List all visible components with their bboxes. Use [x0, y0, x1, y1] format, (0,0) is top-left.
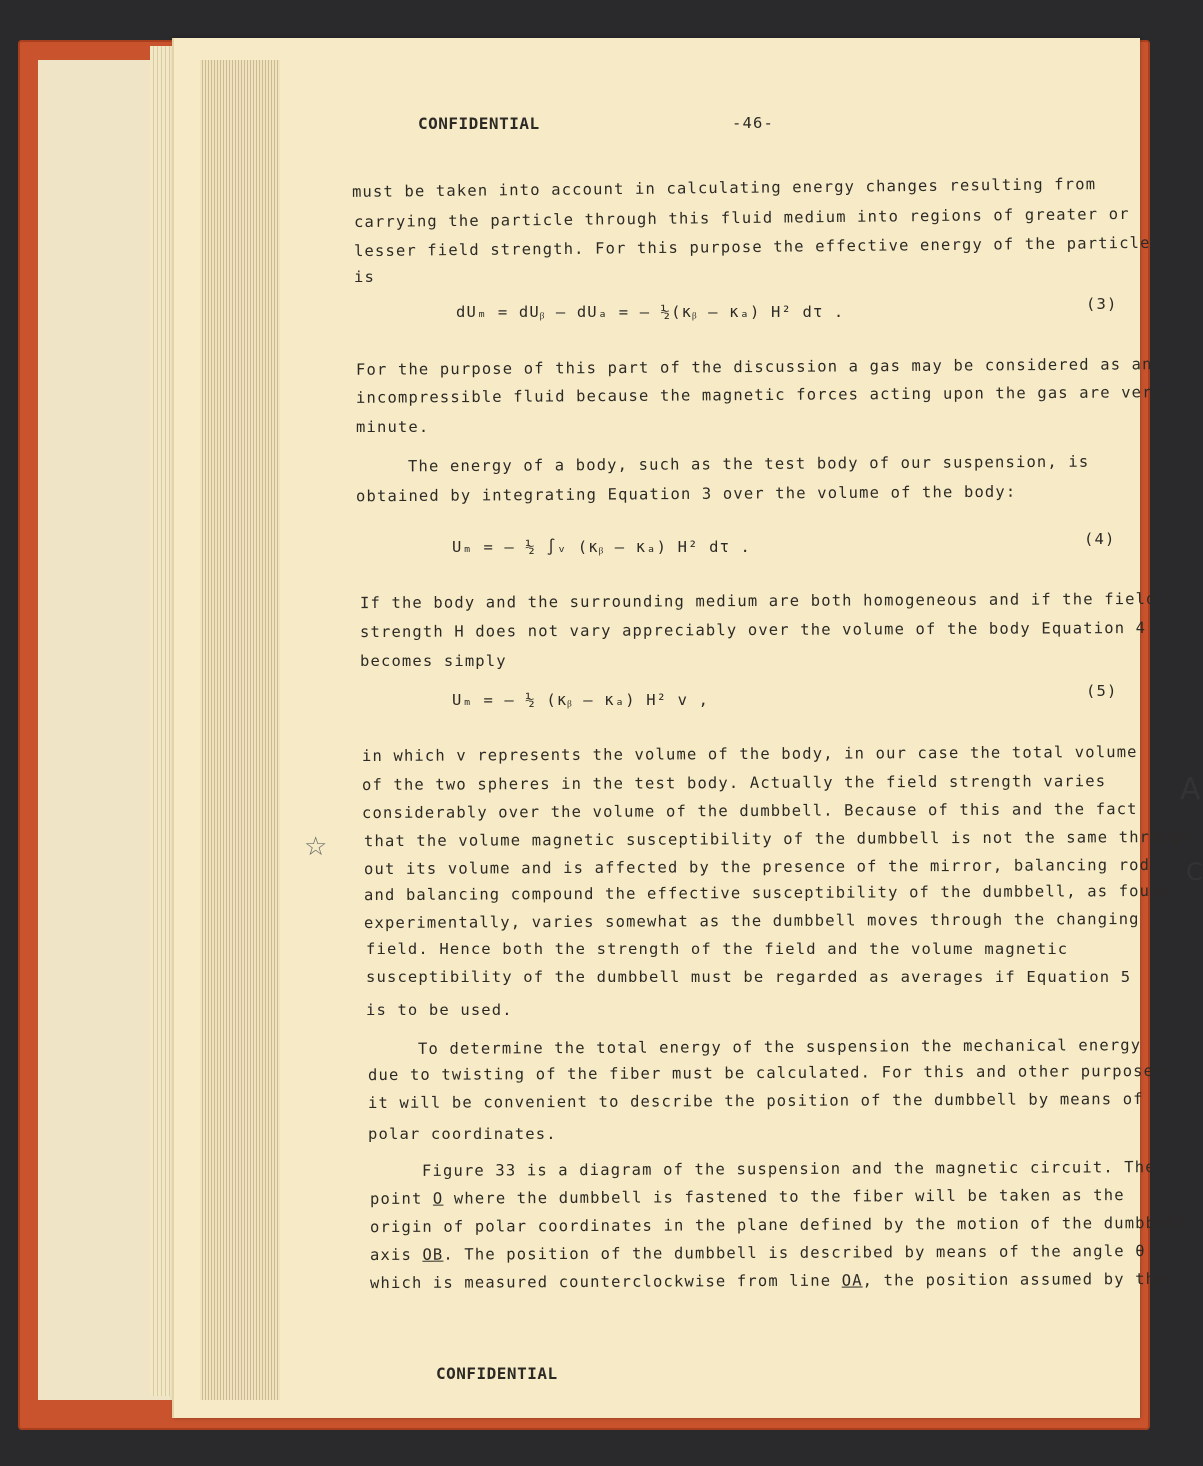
- text-line: susceptibility of the dumbbell must be regarded as averages if Equation 5: [366, 968, 1132, 986]
- text-line: For the purpose of this part of the discussion a gas may be considered as an: [355, 355, 1153, 379]
- text-line: If the body and the surrounding medium are both homogeneous and if the field: [359, 589, 1157, 613]
- text-line: experimentally, varies somewhat as the dumbbell moves through the changing: [363, 909, 1140, 933]
- text-line: Figure 33 is a diagram of the suspension and the magnetic circuit. The: [421, 1158, 1156, 1180]
- text-line: obtained by integrating Equation 3 over the volume of the body:: [355, 482, 1017, 506]
- text-line: The energy of a body, such as the test body of our suspension, is: [407, 452, 1090, 476]
- page-stack-inner-edge: [200, 60, 280, 1400]
- page-number: -46-: [732, 114, 774, 132]
- header-confidential: CONFIDENTIAL: [418, 114, 540, 133]
- equation-5: Uₘ = – ½ (κᵦ – κₐ) H² v ,: [452, 691, 710, 709]
- text-line: due to twisting of the fiber must be calculated. For this and other purposes: [367, 1061, 1165, 1085]
- text-line: out its volume and is affected by the presence of the mirror, balancing rod,: [363, 855, 1161, 879]
- text-line: field. Hence both the strength of the field and the volume magnetic: [366, 940, 1069, 958]
- text-line: origin of polar coordinates in the plane defined by the motion of the dumbbell: [369, 1213, 1188, 1237]
- text-line: in which v represents the volume of the body, in our case the total volume: [361, 742, 1138, 766]
- text-line: it will be convenient to describe the position of the dumbbell by means of: [367, 1089, 1144, 1113]
- text-line: axis OB. The position of the dumbbell is described by means of the angle θ: [369, 1241, 1146, 1265]
- margin-letter-a: A: [1180, 772, 1201, 807]
- equation-3: dUₘ = dUᵦ – dUₐ = – ½(κᵦ – κₐ) H² dτ .: [456, 303, 845, 321]
- text-line: must be taken into account in calculating energy changes resulting from: [351, 175, 1097, 201]
- text-line: that the volume magnetic susceptibility of the dumbbell is not the same through-: [363, 827, 1203, 851]
- text-line: incompressible fluid because the magnetic forces acting upon the gas are very: [355, 383, 1164, 407]
- axis-ob-label: OB: [422, 1245, 444, 1264]
- text-line: considerably over the volume of the dumbbell. Because of this and the fact: [361, 799, 1138, 823]
- text-line: and balancing compound the effective susceptibility of the dumbbell, as found: [363, 881, 1172, 905]
- text-line: becomes simply: [360, 652, 507, 670]
- point-o-label: O: [432, 1189, 444, 1208]
- text-line: point O where the dumbbell is fastened to the fiber will be taken as the: [369, 1186, 1125, 1208]
- text-line: which is measured counterclockwise from line OA, the position assumed by the: [369, 1269, 1167, 1293]
- text-line: To determine the total energy of the suspension the mechanical energy: [417, 1036, 1142, 1058]
- text-line: is: [354, 268, 375, 286]
- equation-4: Uₘ = – ½ ∫ᵥ (κᵦ – κₐ) H² dτ .: [452, 538, 752, 556]
- equation-number-5: (5): [1086, 682, 1118, 700]
- text-line: carrying the particle through this fluid medium into regions of greater or: [353, 204, 1130, 232]
- text-line: is to be used.: [366, 1001, 513, 1019]
- footer-confidential: CONFIDENTIAL: [436, 1364, 558, 1383]
- equation-number-3: (3): [1086, 295, 1118, 313]
- star-margin-mark: ☆: [304, 832, 328, 862]
- equation-number-4: (4): [1084, 530, 1116, 548]
- text-line: minute.: [356, 418, 430, 436]
- text-line: strength H does not vary appreciably over the volume of the body Equation 4: [359, 618, 1147, 642]
- text-line: polar coordinates.: [368, 1125, 557, 1143]
- text-line: of the two spheres in the test body. Actually the field strength varies: [361, 772, 1107, 794]
- margin-letter-c: C: [1186, 858, 1203, 886]
- line-oa-label: OA: [841, 1271, 863, 1290]
- text-line: lesser field strength. For this purpose the effective energy of the particle: [353, 233, 1151, 261]
